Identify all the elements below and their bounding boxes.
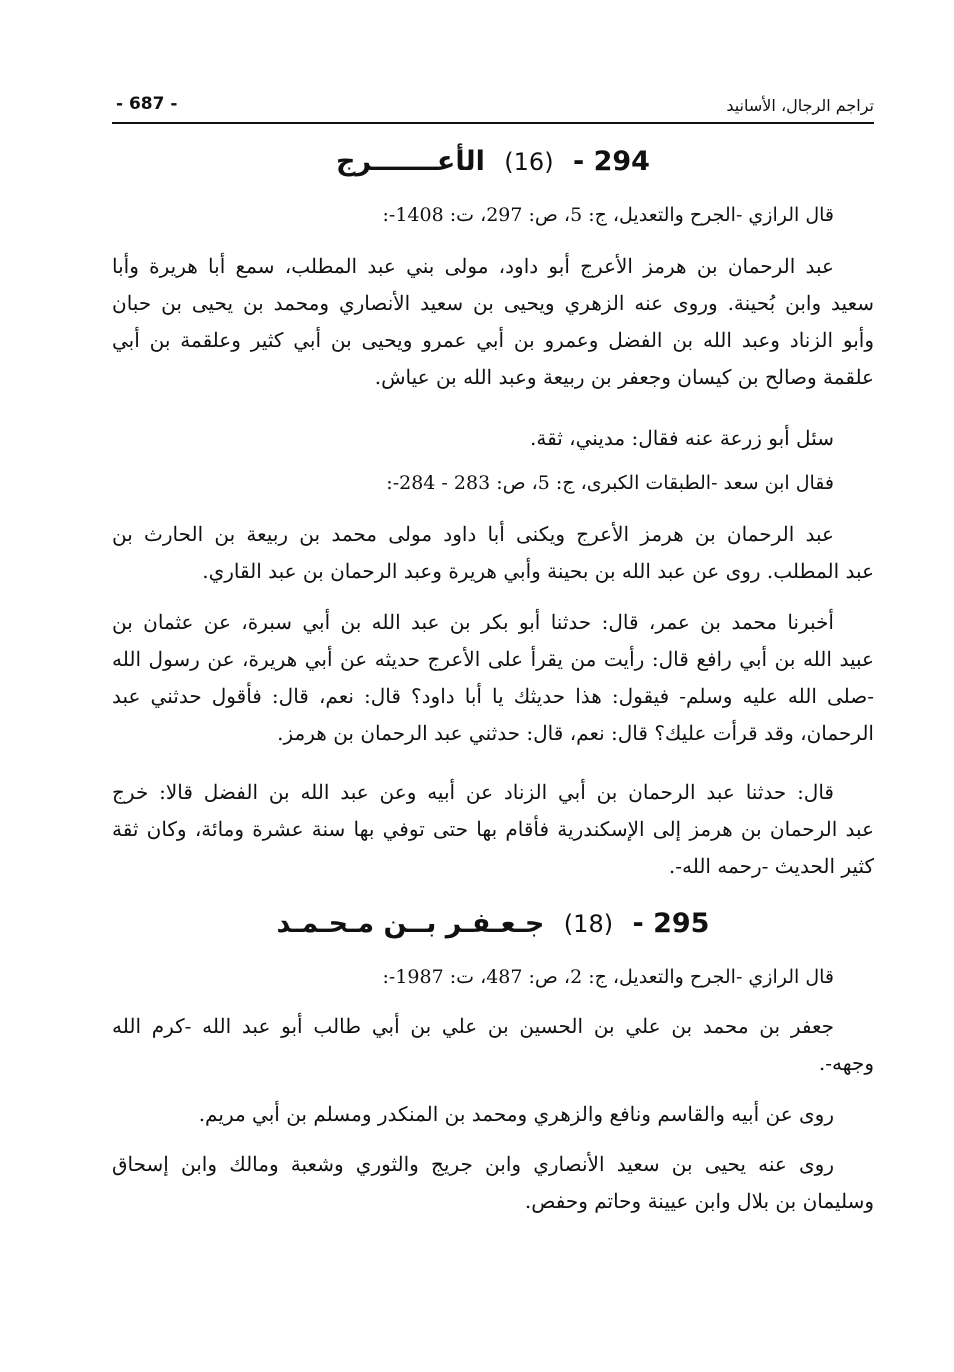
text-line: عبد الرحمان بن هرمز إلى الإسكندرية فأقام بها حتى توفي بها سنة عشرة ومائة، وكان ثقة [112,817,874,841]
text-line: عبد الرحمان بن هرمز الأعرج أبو داود، مولى بني عبد المطلب، سمع أبا هريرة وأبا [112,254,834,278]
paragraph [112,248,874,396]
text-line: عبيد الله بن أبي رافع قال: رأيت من يقرأ على الأعرج حديثه عن أبي هريرة، عن رسول الله [112,647,874,671]
paragraph [112,1096,874,1133]
page-header [112,92,874,124]
source-citation: فقال ابن سعد -الطبقات الكبرى، ج: 5، ص: 283 - 284-: [386,472,834,494]
paragraph [112,1008,874,1082]
entry-title-295 [112,908,874,939]
entry-name: الأعـــــــرج [336,146,485,177]
running-title: تراجم الرجال، الأسانيد [726,96,874,115]
paragraph [112,516,874,590]
text-line: أخبرنا محمد بن عمر، قال: حدثنا أبو بكر بن عبد الله بن أبي سبرة، عن عثمان بن [112,610,834,634]
page-number: - 687 - [116,94,178,114]
entry-number: 294 - [572,146,650,177]
paragraph [112,1146,874,1220]
text-line: -صلى الله عليه وسلم- فيقول: هذا حديثك يا أبا داود؟ قال: نعم، قال: فأقول حدثني عبد [112,684,874,708]
text-line: قال: حدثنا عبد الرحمان بن أبي الزناد عن أبيه وعن عبد الله بن الفضل قالا: خرج [112,780,834,804]
source-citation: قال الرازي -الجرح والتعديل، ج: 5، ص: 297، ت: 1408-: [382,204,834,226]
paragraph [112,604,874,752]
source-citation: قال الرازي -الجرح والتعديل، ج: 2، ص: 487، ت: 1987-: [382,966,834,988]
text-line: وأبو الزناد وعبد الله بن الفضل وعمرو بن أبي عمرو ويحيى بن أبي كثير وعلقمة بن أبي [112,328,874,352]
entry-title-294 [112,146,874,177]
entry-sequence: (18) [563,910,614,938]
text-line: روى عن أبيه والقاسم ونافع والزهري ومحمد بن المنكدر ومسلم بن أبي مريم. [198,1102,834,1126]
text-line: كثير الحديث -رحمه الله-. [668,854,874,878]
text-line: سئل أبو زرعة عنه فقال: مديني، ثقة. [530,426,834,450]
text-line: وجهه-. [818,1051,874,1075]
text-line: عبد المطلب. روى عن عبد الله بن بحينة وأبي هريرة وعبد الرحمان بن عبد القاري. [202,559,874,583]
entry-sequence: (16) [504,148,554,176]
text-line: وسليمان بن بلال وابن عيينة وحاتم وحفص. [524,1189,874,1213]
paragraph [112,420,874,457]
text-line: روى عنه يحيى بن سعيد الأنصاري وابن جريج والثوري وشعبة ومالك وابن إسحاق [112,1152,834,1176]
entry-number: 295 - [632,908,710,939]
entry-name: جـعـفـر بــن مـحـمـد [276,908,545,939]
text-line: الرحمان، وقد قرأت عليك؟ قال: نعم، قال: حدثني عبد الرحمان بن هرمز. [277,721,874,745]
paragraph [112,774,874,885]
text-line: سعيد وابن بُحينة. وروى عنه الزهري ويحيى بن سعيد الأنصاري ومحمد بن يحيى بن حبان [112,291,874,315]
text-line: جعفر بن محمد بن علي بن الحسين بن علي بن أبي طالب أبو عبد الله -كرم الله [112,1014,834,1038]
text-line: علقمة وصالح بن كيسان وجعفر بن ربيعة وعبد الله بن عياش. [374,365,874,389]
text-line: عبد الرحمان بن هرمز الأعرج ويكنى أبا داود مولى محمد بن ربيعة بن الحارث بن [112,522,834,546]
